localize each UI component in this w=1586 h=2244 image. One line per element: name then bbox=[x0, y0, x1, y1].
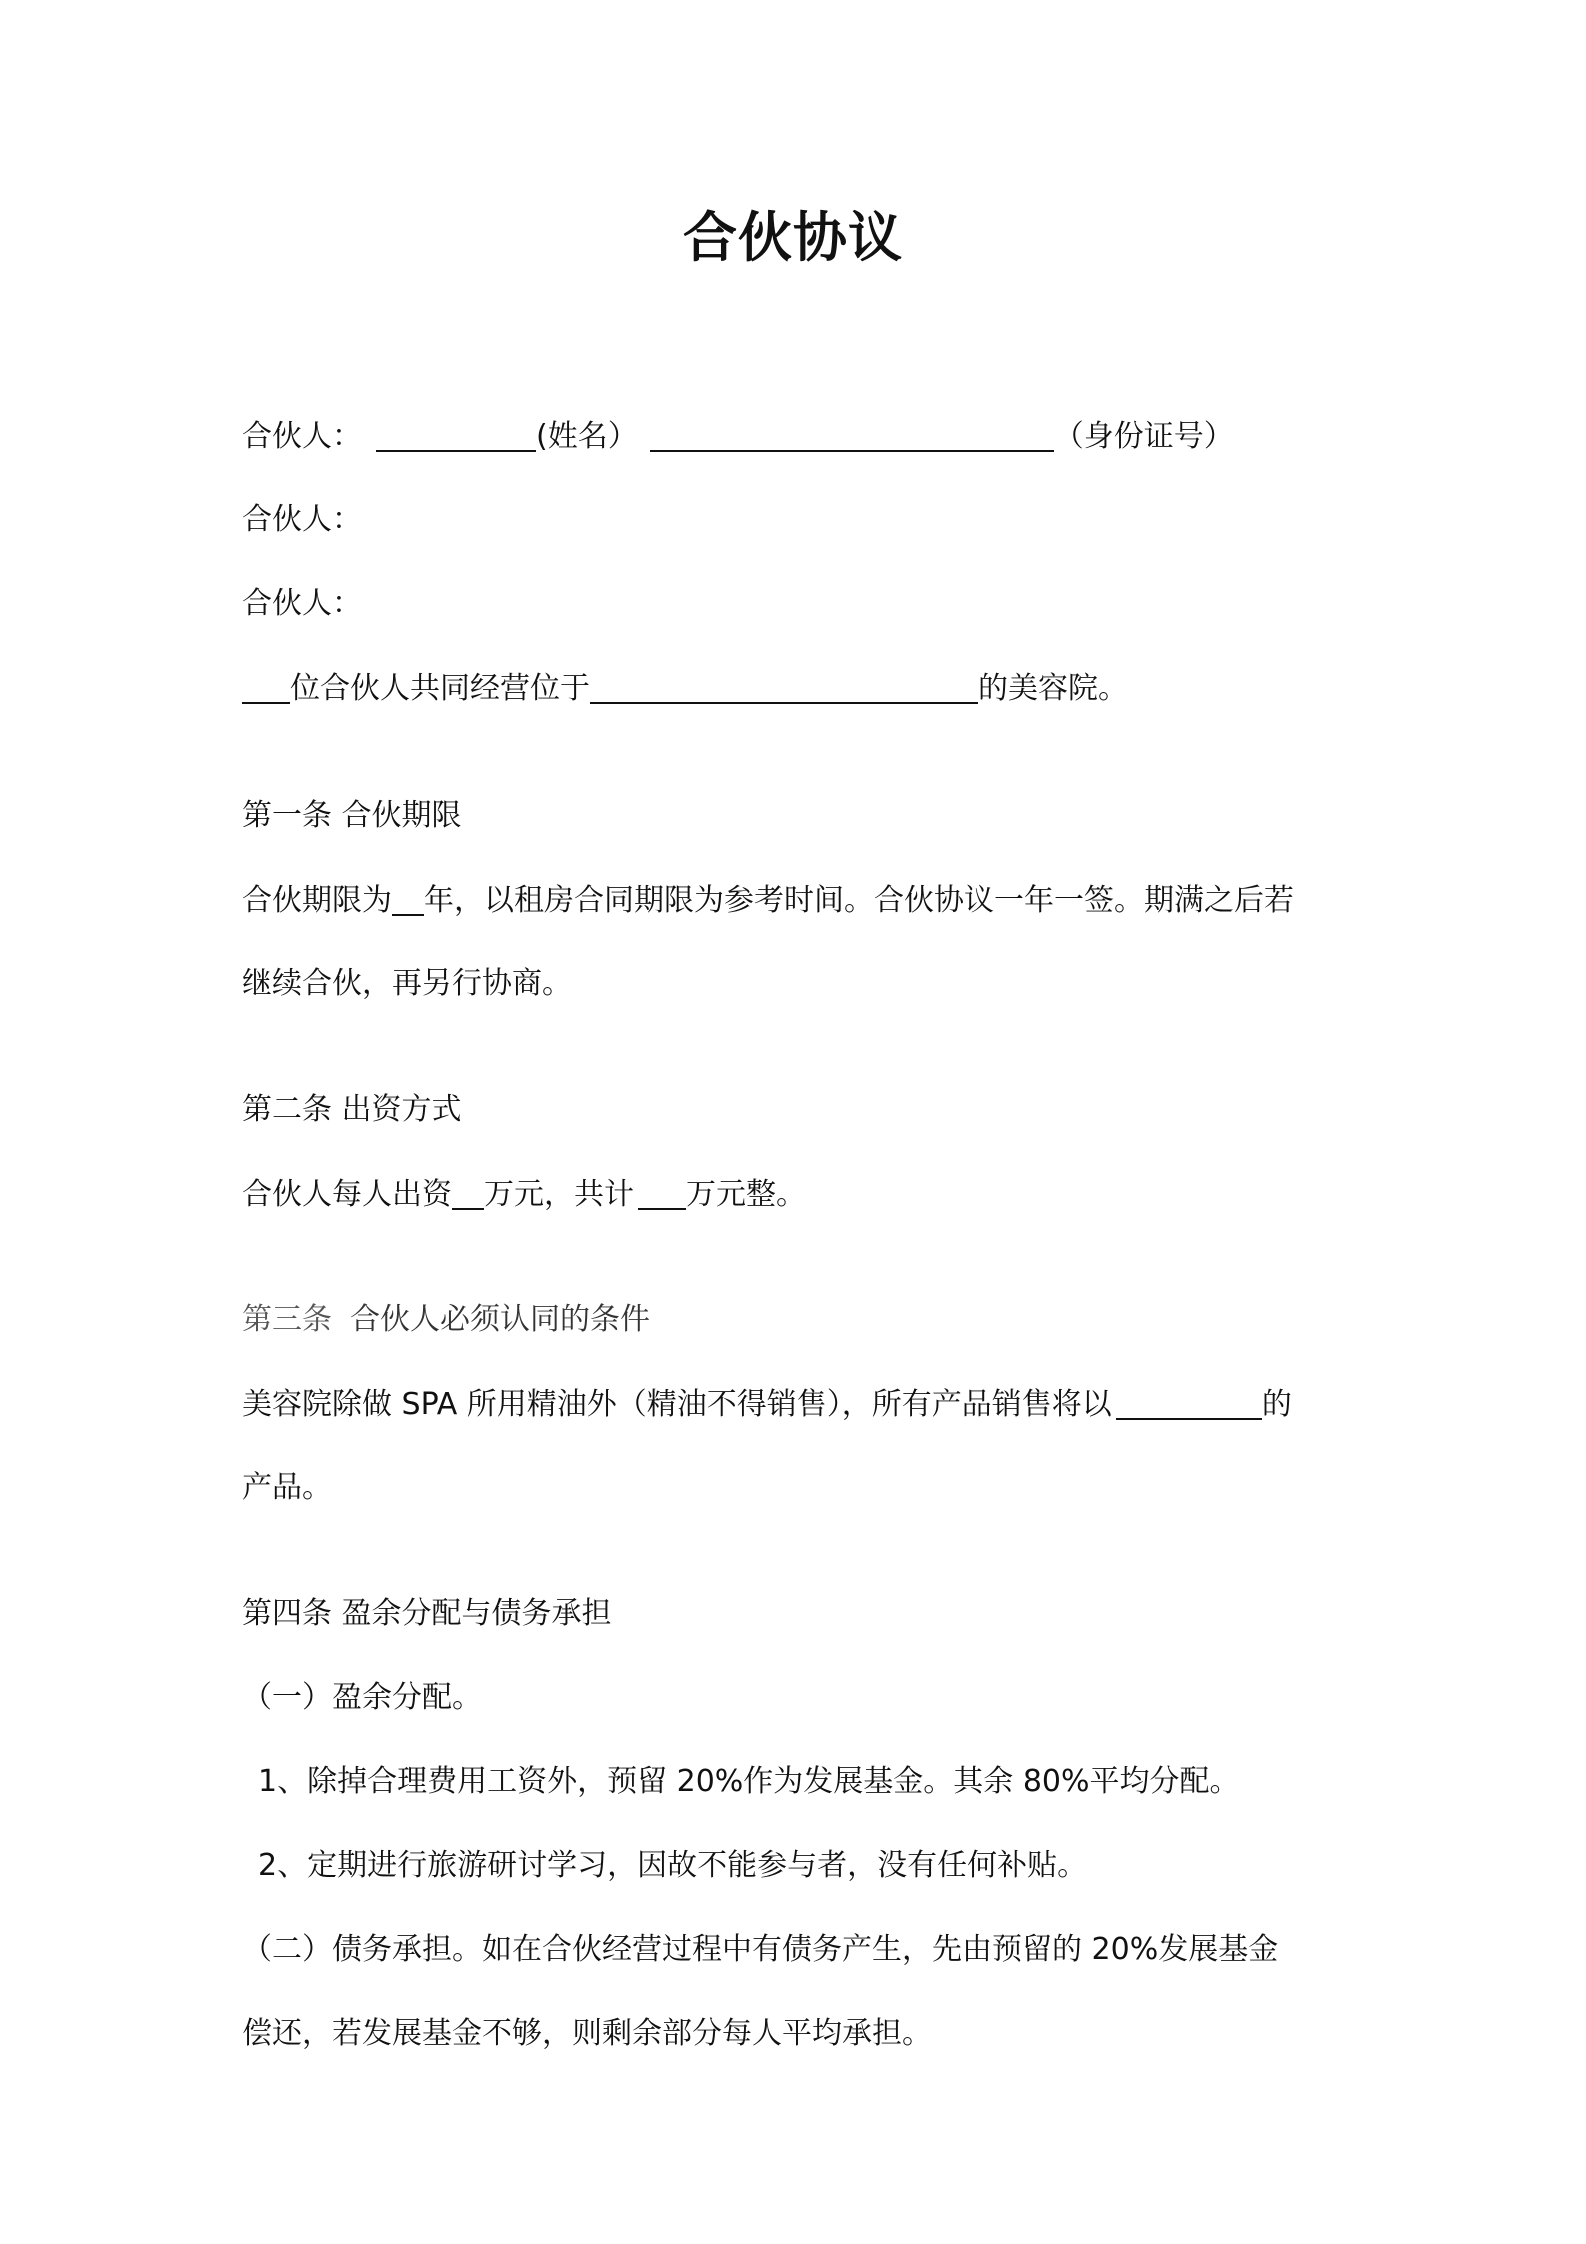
id-hint: （身份证号） bbox=[1053, 419, 1234, 454]
investment-total-blank bbox=[638, 1174, 686, 1210]
location-blank bbox=[590, 668, 978, 704]
article-4-sub-1: （一）盈余分配。 bbox=[242, 1680, 482, 1715]
partner-label: 合伙人： bbox=[242, 419, 362, 454]
product-brand-blank bbox=[1116, 1384, 1262, 1420]
partner-line-2 bbox=[242, 500, 362, 540]
article-4-item-1: 1、除掉合理费用工资外，预留 20%作为发展基金。其余 80%平均分配。 bbox=[258, 1764, 1240, 1799]
article-3-text-line-1 bbox=[242, 1384, 1292, 1425]
article-3-text-line-2: 产品。 bbox=[242, 1470, 332, 1505]
article-3-text-a: 美容院除做 SPA 所用精油外（精油不得销售），所有产品销售将以 bbox=[242, 1387, 1112, 1422]
intro-text-2: 的美容院。 bbox=[978, 671, 1128, 706]
article-3-heading bbox=[242, 1300, 650, 1340]
name-hint: (姓名） bbox=[536, 419, 638, 454]
intro-line bbox=[242, 668, 1128, 709]
investment-each-blank bbox=[452, 1174, 484, 1210]
article-1-text-line-1 bbox=[242, 880, 1294, 921]
document-title: 合伙协议 bbox=[683, 206, 903, 269]
name-blank bbox=[376, 416, 536, 452]
article-3-text-b: 的 bbox=[1261, 1387, 1292, 1422]
article-4-sub-2-line-2: 偿还，若发展基金不够，则剩余部分每人平均承担。 bbox=[242, 2016, 932, 2051]
article-1-text-a: 合伙期限为 bbox=[242, 883, 392, 918]
partner-line-1 bbox=[242, 416, 1234, 457]
id-number-blank bbox=[650, 416, 1054, 452]
intro-text-1: 位合伙人共同经营位于 bbox=[290, 671, 590, 706]
partner-label: 合伙人： bbox=[242, 586, 362, 621]
article-2-text-line bbox=[242, 1174, 806, 1215]
years-blank bbox=[392, 880, 424, 916]
partner-label: 合伙人： bbox=[242, 502, 362, 537]
article-4-heading: 第四条 盈余分配与债务承担 bbox=[242, 1596, 612, 1631]
article-2-heading: 第二条 出资方式 bbox=[242, 1092, 462, 1127]
partner-line-3 bbox=[242, 584, 362, 624]
article-4-item-2: 2、定期进行旅游研讨学习，因故不能参与者，没有任何补贴。 bbox=[258, 1848, 1088, 1883]
article-3-number: 第三条 bbox=[242, 1302, 332, 1337]
article-2-text-a: 合伙人每人出资 bbox=[242, 1177, 452, 1212]
article-4-sub-2-line-1: （二）债务承担。如在合伙经营过程中有债务产生，先由预留的 20%发展基金 bbox=[242, 1932, 1279, 1967]
partner-count-blank bbox=[242, 668, 290, 704]
article-2-text-c: 万元整。 bbox=[686, 1177, 806, 1212]
article-1-text-b: 年，以租房合同期限为参考时间。合伙协议一年一签。期满之后若 bbox=[424, 883, 1294, 918]
article-1-text-line-2: 继续合伙，再另行协商。 bbox=[242, 966, 572, 1001]
article-2-text-b: 万元，共计 bbox=[484, 1177, 634, 1212]
article-1-heading: 第一条 合伙期限 bbox=[242, 798, 462, 833]
article-3-title: 合伙人必须认同的条件 bbox=[350, 1302, 650, 1337]
